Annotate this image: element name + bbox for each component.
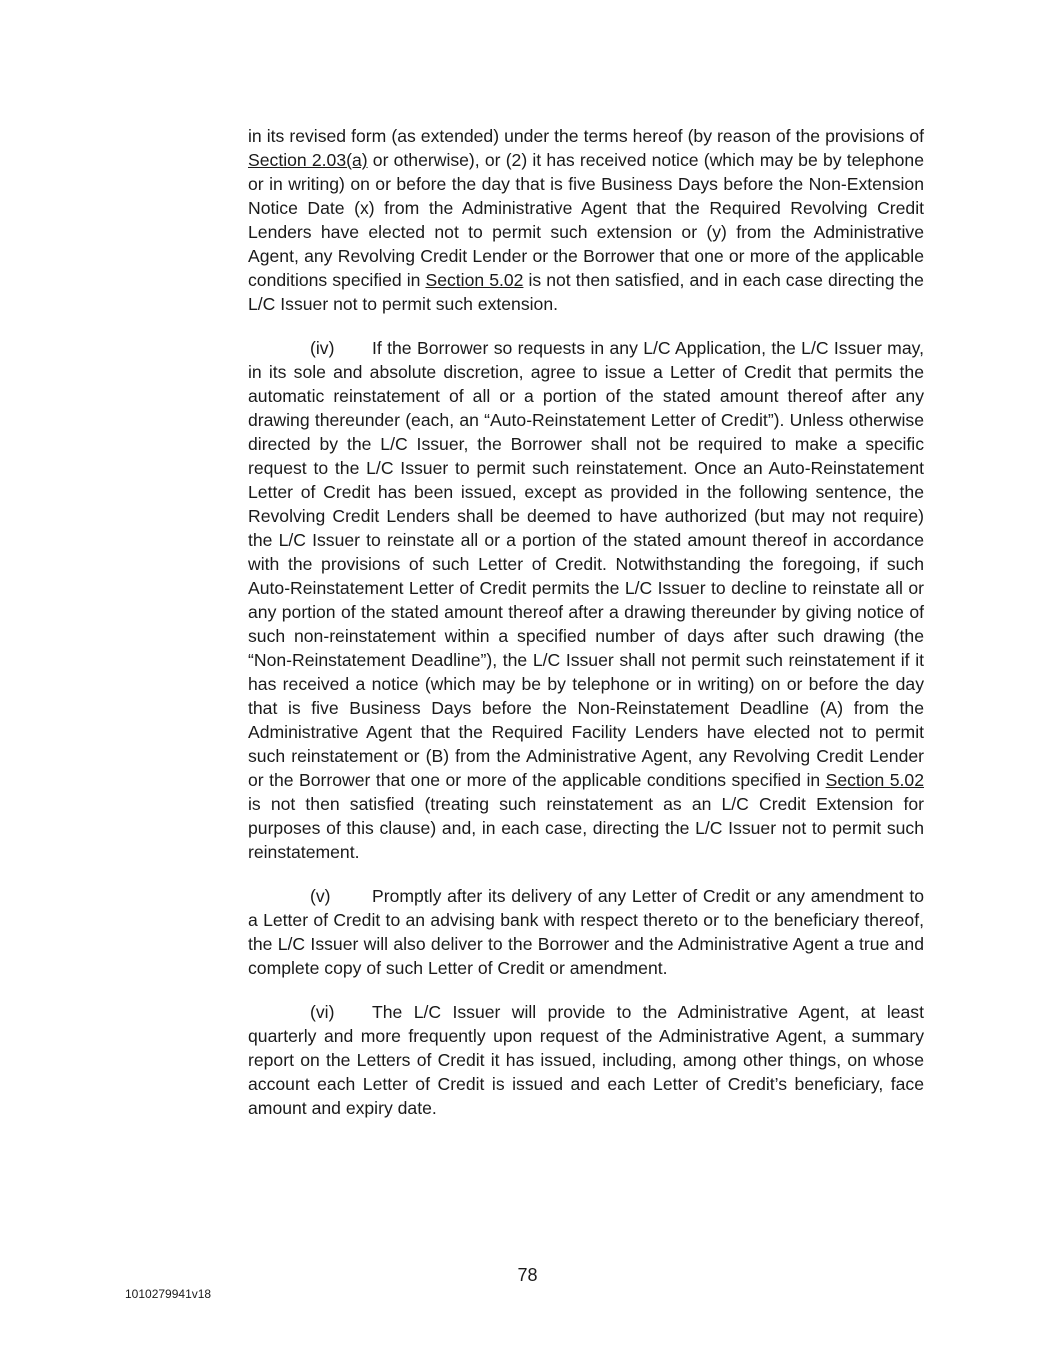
body-text: [248, 124, 924, 1140]
paragraph-text: in its revised form (as extended) under the terms hereof (by reason of the provisions of: [248, 126, 924, 146]
paragraph-text: Promptly after its delivery of any Letter of Credit or any amendment to a Letter of Credit to an advising bank with respect thereto or to the beneficiary thereof, the L/C Issuer will also deliver to the Borrower and the Administrative Agent a true and complete copy of such Letter of Credit or amendment.: [248, 886, 924, 978]
paragraph: [248, 1000, 924, 1120]
paragraph-text: is not then satisfied, and in each case directing the L/C Issuer not to permit such extension.: [248, 270, 924, 314]
paragraph: [248, 124, 924, 316]
document-id: 1010279941v18: [125, 1287, 212, 1301]
section-reference: Section 5.02: [825, 770, 924, 790]
clause-marker: (iv): [310, 338, 335, 358]
paragraph-text: The L/C Issuer will provide to the Administrative Agent, at least quarterly and more frequently upon request of the Administrative Agent, a summary report on the Letters of Credit it has issued, including, among other things, on whose account each Letter of Credit is issued and each Letter of Credit’s beneficiary, face amount and expiry date.: [248, 1002, 924, 1118]
section-reference: Section 5.02: [425, 270, 524, 290]
paragraph-text: If the Borrower so requests in any L/C Application, the L/C Issuer may, in its sole and absolute discretion, agree to issue a Letter of Credit that permits the automatic reinstatement of all or a portion of the stated amount thereof after any drawing thereunder (each, an “Auto-Reinstatement Letter of Credit”). Unless otherwise directed by the L/C Issuer, the Borrower shall not be required to make a specific request to the L/C Issuer to permit such reinstatement. Once an Auto-Reinstatement Letter of Credit has been issued, except as provided in the following sentence, the Revolving Credit Lenders shall be deemed to have authorized (but may not require) the L/C Issuer to reinstate all or a portion of the stated amount thereof in accordance with the provisions of such Letter of Credit. Notwithstanding the foregoing, if such Auto-Reinstatement Letter of Credit permits the L/C Issuer to decline to reinstate all or any portion of the stated amount thereof after a drawing thereunder by giving notice of such non-reinstatement within a specified number of days after such drawing (the “Non-Reinstatement Deadline”), the L/C Issuer shall not permit such reinstatement if it has received a notice (which may be by telephone or in writing) on or before the day that is five Business Days before the Non-Reinstatement Deadline (A) from the Administrative Agent that the Required Facility Lenders have elected not to permit such reinstatement or (B) from the Administrative Agent, any Revolving Credit Lender or the Borrower that one or more of the applicable conditions specified in: [248, 338, 924, 790]
paragraph: [248, 336, 924, 864]
clause-marker: (vi): [310, 1002, 335, 1022]
page-number: 78: [517, 1265, 538, 1285]
section-reference: Section 2.03(a): [248, 150, 368, 170]
clause-marker: (v): [310, 886, 331, 906]
paragraph-text: is not then satisfied (treating such reinstatement as an L/C Credit Extension for purposes of this clause) and, in each case, directing the L/C Issuer not to permit such reinstatement.: [248, 794, 924, 862]
paragraph: [248, 884, 924, 980]
paragraph-text: or otherwise), or (2) it has received notice (which may be by telephone or in writing) on or before the day that is five Business Days before the Non-Extension Notice Date (x) from the Administrative Agent that the Required Revolving Credit Lenders have elected not to permit such extension or (y) from the Administrative Agent, any Revolving Credit Lender or the Borrower that one or more of the applicable conditions specified in: [248, 150, 924, 290]
